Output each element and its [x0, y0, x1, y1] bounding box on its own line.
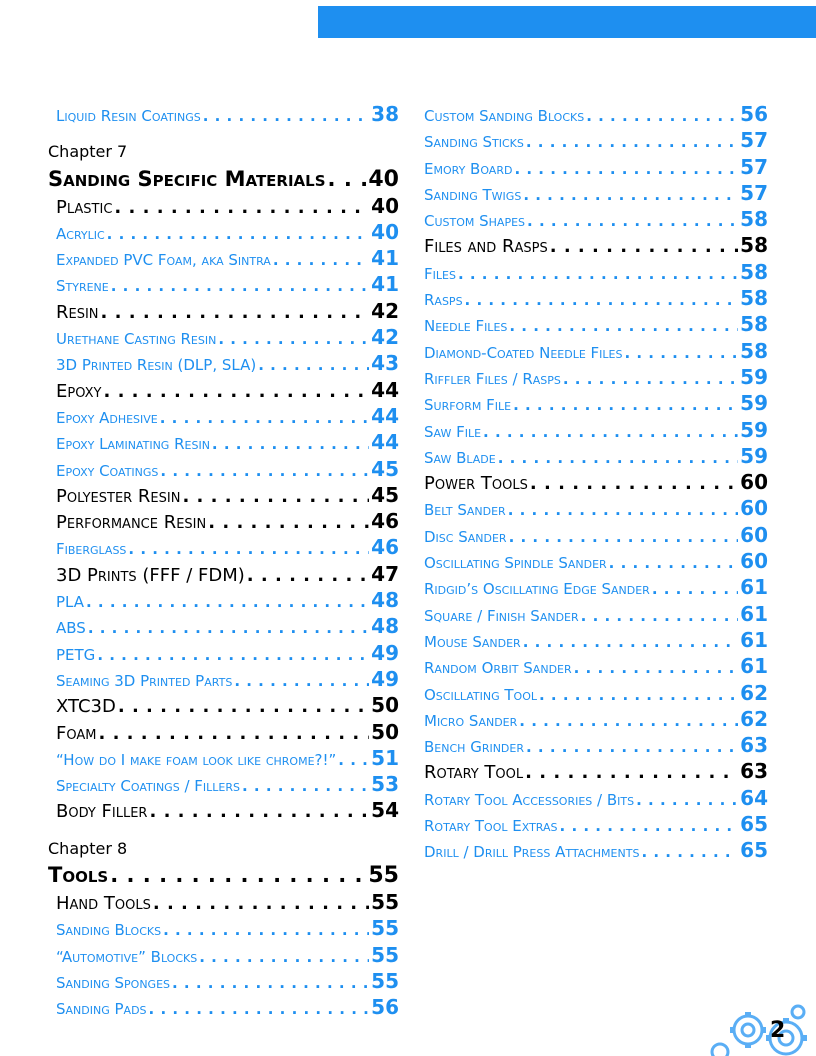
dot-leader: [273, 247, 369, 271]
toc-entry-label: Square / Finish Sander: [424, 606, 579, 625]
page-number: 2: [770, 1018, 786, 1043]
toc-entry-label: Liquid Resin Coatings: [56, 107, 201, 125]
dot-leader: [247, 563, 369, 587]
dot-leader: [160, 405, 369, 429]
toc-entry-label: Resin: [56, 301, 99, 323]
dot-leader: [199, 944, 369, 968]
dot-leader: [163, 917, 369, 941]
toc-entry-label: Sanding Sponges: [56, 973, 171, 992]
toc-entry-epoxy[interactable]: [48, 377, 399, 403]
toc-entry-label: Rotary Tool: [424, 762, 524, 784]
toc-page-number: 43: [371, 351, 399, 376]
toc-entry-hand-tools[interactable]: [48, 889, 399, 915]
toc-entry-label: Plastic: [56, 196, 113, 218]
toc-page-number: 47: [371, 561, 399, 586]
dot-leader: [234, 668, 369, 692]
toc-page-number: 55: [368, 863, 399, 889]
dot-leader: [149, 996, 370, 1020]
toc-entry-label: Power Tools: [424, 473, 528, 495]
dot-leader: [624, 340, 738, 364]
toc-entry-petg[interactable]: [48, 640, 399, 666]
toc-entry-oscillating-spindle-sander[interactable]: [424, 548, 768, 574]
toc-entry-3d-prints-fff-fdm[interactable]: [48, 561, 399, 587]
toc-entry-label: 3D Printed Resin (DLP, SLA): [56, 356, 257, 375]
toc-page-number: 60: [740, 496, 768, 521]
toc-entry-rotary-tool[interactable]: [424, 758, 768, 784]
dot-leader: [153, 891, 369, 915]
toc-entry-emory-board[interactable]: [424, 154, 768, 180]
toc-entry-label: PLA: [56, 593, 85, 612]
toc-entry-label: “Automotive” Blocks: [56, 947, 198, 966]
dot-leader: [465, 287, 739, 311]
toc-right-column: [424, 101, 768, 864]
toc-entry-label: 3D Prints (FFF / FDM): [56, 564, 245, 586]
toc-entry-xtc3d[interactable]: [48, 692, 399, 718]
dot-leader: [652, 576, 738, 600]
toc-page-number: 56: [371, 995, 399, 1020]
dot-leader: [519, 708, 738, 732]
toc-entry-label: Files: [424, 264, 456, 283]
toc-entry-label: “How do I make foam look like chrome?!”: [56, 750, 337, 769]
toc-page-number: 57: [740, 154, 768, 179]
toc-page-number: 58: [740, 259, 768, 284]
chapter-title-entry[interactable]: [48, 166, 399, 193]
dot-leader: [526, 734, 738, 758]
toc-page-number: 48: [371, 614, 399, 639]
toc-page-number: 42: [371, 298, 399, 323]
toc-entry-how-do-i-make-foam-look-like-chrome[interactable]: [48, 745, 399, 771]
toc-entry-label: Oscillating Tool: [424, 685, 537, 704]
dot-leader: [128, 536, 369, 560]
dot-leader: [242, 773, 369, 797]
toc-page-number: 58: [740, 286, 768, 311]
section-spacer: [48, 824, 399, 836]
toc-page-number: 45: [371, 456, 399, 481]
dot-leader: [88, 615, 369, 639]
dot-leader: [609, 550, 738, 574]
toc-entry-label: Specialty Coatings / Fillers: [56, 777, 240, 796]
toc-entry-label: Custom Shapes: [424, 212, 526, 231]
dot-leader: [586, 103, 738, 127]
toc-entry-label: Performance Resin: [56, 512, 207, 534]
dot-leader: [458, 261, 738, 285]
toc-page-number: 59: [740, 391, 768, 416]
toc-page-number: 59: [740, 364, 768, 389]
toc-entry-label: Sanding Blocks: [56, 921, 162, 940]
toc-page-number: 61: [740, 575, 768, 600]
toc-page-number: 55: [371, 890, 399, 915]
toc-entry-oscillating-tool[interactable]: [424, 680, 768, 706]
toc-entry-epoxy-laminating-resin[interactable]: [48, 429, 399, 455]
toc-entry-sanding-twigs[interactable]: [424, 180, 768, 206]
toc-page-number: 40: [371, 219, 399, 244]
dot-leader: [97, 642, 369, 666]
toc-entry-label: Surform File: [424, 396, 512, 415]
toc-entry-label: Rasps: [424, 291, 463, 310]
toc-entry-label: Rotary Tool Accessories / Bits: [424, 790, 635, 809]
dot-leader: [539, 682, 738, 706]
toc-page-number: 61: [740, 654, 768, 679]
dot-leader: [641, 839, 738, 863]
toc-entry-rasps[interactable]: [424, 285, 768, 311]
chapter-heading: [48, 139, 399, 165]
toc-page-number: 58: [740, 312, 768, 337]
dot-leader: [149, 799, 369, 823]
toc-entry-label: Oscillating Spindle Sander: [424, 554, 607, 573]
toc-entry-label: Belt Sander: [424, 501, 506, 520]
dot-leader: [523, 182, 738, 206]
dot-leader: [172, 970, 369, 994]
toc-entry-label: Drill / Drill Press Attachments: [424, 843, 640, 862]
toc-page-number: 42: [371, 325, 399, 350]
toc-entry-polyester-resin[interactable]: [48, 482, 399, 508]
header-accent-bar: [318, 6, 816, 38]
dot-leader: [574, 655, 739, 679]
dot-leader: [509, 524, 739, 548]
toc-entry-saw-file[interactable]: [424, 417, 768, 443]
toc-entry-ridgid-s-oscillating-edge-sander[interactable]: [424, 574, 768, 600]
toc-entry-label: Polyester Resin: [56, 485, 181, 507]
toc-page-number: 62: [740, 680, 768, 705]
toc-entry-needle-files[interactable]: [424, 311, 768, 337]
toc-entry-random-orbit-sander[interactable]: [424, 653, 768, 679]
dot-leader: [86, 589, 369, 613]
dot-leader: [258, 352, 369, 376]
toc-entry-custom-shapes[interactable]: [424, 206, 768, 232]
toc-entry-saw-blade[interactable]: [424, 443, 768, 469]
toc-entry-resin[interactable]: [48, 298, 399, 324]
dot-leader: [563, 366, 738, 390]
toc-page-number: 51: [371, 745, 399, 770]
dot-leader: [203, 103, 369, 127]
toc-entry-custom-sanding-blocks[interactable]: [424, 101, 768, 127]
chapter-label: Chapter 7: [48, 142, 128, 162]
toc-page-number: 59: [740, 443, 768, 468]
dot-leader: [525, 760, 738, 784]
toc-entry-epoxy-adhesive[interactable]: [48, 403, 399, 429]
toc-entry-styrene[interactable]: [48, 271, 399, 297]
dot-leader: [530, 471, 738, 495]
dot-leader: [527, 208, 738, 232]
dot-leader: [550, 234, 738, 258]
toc-page-number: 46: [371, 535, 399, 560]
toc-entry-rotary-tool-extras[interactable]: [424, 811, 768, 837]
toc-page-number: 58: [740, 233, 768, 258]
toc-entry-label: Epoxy Laminating Resin: [56, 435, 210, 454]
toc-entry-label: Files and Rasps: [424, 236, 548, 258]
toc-entry-label: Epoxy Coatings: [56, 461, 159, 480]
toc-entry-body-filler[interactable]: [48, 797, 399, 823]
dot-leader: [509, 313, 738, 337]
dot-leader: [212, 431, 369, 455]
section-spacer: [48, 127, 399, 139]
toc-page-number: 63: [740, 759, 768, 784]
toc-page-number: 59: [740, 417, 768, 442]
toc-entry-label: ABS: [56, 619, 86, 638]
toc-entry-seaming-3d-printed-parts[interactable]: [48, 666, 399, 692]
dot-leader: [101, 300, 370, 324]
toc-page-number: 44: [371, 377, 399, 402]
toc-entry-label: Sanding Twigs: [424, 185, 522, 204]
toc-entry-label: Ridgid’s Oscillating Edge Sander: [424, 580, 650, 599]
dot-leader: [218, 326, 369, 350]
toc-page-number: 57: [740, 128, 768, 153]
toc-entry-drill-drill-press-attachments[interactable]: [424, 837, 768, 863]
chapter-title-entry[interactable]: [48, 862, 399, 889]
toc-entry-surform-file[interactable]: [424, 390, 768, 416]
toc-entry-epoxy-coatings[interactable]: [48, 456, 399, 482]
toc-page-number: 50: [371, 693, 399, 718]
toc-entry-label: Seaming 3D Printed Parts: [56, 671, 233, 690]
toc-page-number: 60: [740, 549, 768, 574]
toc-entry-sanding-pads[interactable]: [48, 994, 399, 1020]
chapter-heading: [48, 836, 399, 862]
toc-entry-label: Epoxy Adhesive: [56, 408, 158, 427]
dot-leader: [513, 392, 738, 416]
toc-entry-label: Foam: [56, 722, 97, 744]
dot-leader: [160, 458, 369, 482]
toc-entry-label: Sanding Sticks: [424, 133, 524, 152]
toc-entry-rotary-tool-accessories-bits[interactable]: [424, 785, 768, 811]
dot-leader: [208, 510, 369, 534]
toc-page-number: 57: [740, 180, 768, 205]
dot-leader: [581, 603, 739, 627]
toc-page-number: 55: [371, 942, 399, 967]
toc-entry-bench-grinder[interactable]: [424, 732, 768, 758]
toc-entry-label: XTC3D: [56, 696, 116, 718]
toc-page-number: 45: [371, 482, 399, 507]
toc-entry-label: PETG: [56, 645, 96, 664]
dot-leader: [508, 497, 738, 521]
toc-page-number: 58: [740, 338, 768, 363]
toc-entry-label: Hand Tools: [56, 893, 151, 915]
toc-entry-specialty-coatings-fillers[interactable]: [48, 771, 399, 797]
toc-page-number: 54: [371, 798, 399, 823]
toc-page-number: 65: [740, 812, 768, 837]
dot-leader: [514, 156, 738, 180]
toc-entry-label: Needle Files: [424, 317, 508, 336]
toc-entry-label: Saw Blade: [424, 448, 496, 467]
toc-entry-label: Urethane Casting Resin: [56, 330, 217, 349]
toc-entry-square-finish-sander[interactable]: [424, 601, 768, 627]
toc-page-number: 55: [371, 968, 399, 993]
toc-entry-label: Sanding Pads: [56, 1000, 147, 1019]
toc-entry-label: Disc Sander: [424, 527, 507, 546]
toc-page-number: 44: [371, 430, 399, 455]
dot-leader: [328, 166, 367, 193]
dot-leader: [103, 379, 369, 403]
toc-entry-power-tools[interactable]: [424, 469, 768, 495]
toc-page-number: 48: [371, 588, 399, 613]
toc-page-number: 65: [740, 838, 768, 863]
toc-entry-pla[interactable]: [48, 587, 399, 613]
toc-entry-label: Mouse Sander: [424, 632, 521, 651]
toc-page-number: 58: [740, 207, 768, 232]
toc-page-number: 60: [740, 470, 768, 495]
toc-entry-acrylic[interactable]: [48, 219, 399, 245]
toc-entry-abs[interactable]: [48, 613, 399, 639]
toc-left-column: [48, 101, 399, 1021]
dot-leader: [107, 221, 370, 245]
toc-entry-belt-sander[interactable]: [424, 495, 768, 521]
toc-entry-fiberglass[interactable]: [48, 534, 399, 560]
toc-page-number: 46: [371, 509, 399, 534]
toc-entry-files[interactable]: [424, 259, 768, 285]
toc-entry-sanding-sticks[interactable]: [424, 127, 768, 153]
toc-entry-riffler-files-rasps[interactable]: [424, 364, 768, 390]
toc-page-number: 53: [371, 772, 399, 797]
toc-entry-3d-printed-resin-dlp-sla[interactable]: [48, 350, 399, 376]
toc-page-number: 62: [740, 706, 768, 731]
toc-entry-performance-resin[interactable]: [48, 508, 399, 534]
toc-entry-expanded-pvc-foam-aka-sintra[interactable]: [48, 245, 399, 271]
toc-entry-plastic[interactable]: [48, 193, 399, 219]
dot-leader: [98, 721, 369, 745]
dot-leader: [114, 195, 369, 219]
toc-page-number: 40: [371, 193, 399, 218]
toc-entry-files-and-rasps[interactable]: [424, 232, 768, 258]
toc-entry-disc-sander[interactable]: [424, 522, 768, 548]
dot-leader: [111, 273, 369, 297]
dot-leader: [523, 629, 738, 653]
dot-leader: [338, 747, 369, 771]
dot-leader: [498, 445, 738, 469]
toc-page-number: 49: [371, 666, 399, 691]
chapter-label: Chapter 8: [48, 838, 128, 858]
toc-entry-label: Sanding Specific Materials: [48, 166, 326, 191]
toc-entry-automotive-blocks[interactable]: [48, 942, 399, 968]
gear-decoration-icon: [706, 1000, 816, 1056]
toc-entry-label: Riffler Files / Rasps: [424, 369, 561, 388]
dot-leader: [483, 419, 738, 443]
toc-entry-label: Saw File: [424, 422, 482, 441]
toc-page-number: 61: [740, 627, 768, 652]
toc-page-number: 40: [368, 166, 399, 192]
dot-leader: [118, 694, 369, 718]
toc-page-number: 44: [371, 403, 399, 428]
toc-entry-label: Styrene: [56, 277, 109, 296]
toc-entry-sanding-blocks[interactable]: [48, 915, 399, 941]
toc-entry-diamond-coated-needle-files[interactable]: [424, 338, 768, 364]
toc-entry-urethane-casting-resin[interactable]: [48, 324, 399, 350]
toc-entry-label: Custom Sanding Blocks: [424, 107, 585, 125]
toc-entry-mouse-sander[interactable]: [424, 627, 768, 653]
toc-entry-sanding-sponges[interactable]: [48, 968, 399, 994]
toc-entry-liquid-resin-coatings[interactable]: [48, 101, 399, 127]
dot-leader: [636, 787, 738, 811]
toc-page-number: 64: [740, 785, 768, 810]
toc-page-number: 61: [740, 601, 768, 626]
toc-entry-label: Epoxy: [56, 380, 102, 402]
toc-entry-label: Acrylic: [56, 224, 105, 243]
toc-entry-label: Body Filler: [56, 801, 148, 823]
toc-entry-label: Micro Sander: [424, 711, 518, 730]
toc-page-number: 38: [371, 102, 399, 126]
toc-entry-label: Emory Board: [424, 159, 513, 178]
toc-page-number: 41: [371, 272, 399, 297]
dot-leader: [526, 129, 738, 153]
toc-entry-foam[interactable]: [48, 719, 399, 745]
toc-entry-micro-sander[interactable]: [424, 706, 768, 732]
toc-entry-label: Random Orbit Sander: [424, 659, 572, 678]
toc-page-number: 41: [371, 246, 399, 271]
toc-page-number: 63: [740, 733, 768, 758]
dot-leader: [110, 862, 366, 889]
toc-entry-label: Expanded PVC Foam, aka Sintra: [56, 251, 271, 270]
toc-entry-label: Rotary Tool Extras: [424, 817, 558, 836]
toc-page-number: 55: [371, 916, 399, 941]
toc-page-number: 56: [740, 102, 768, 126]
toc-page-number: 50: [371, 719, 399, 744]
toc-entry-label: Fiberglass: [56, 540, 127, 559]
dot-leader: [182, 484, 369, 508]
toc-entry-label: Diamond-Coated Needle Files: [424, 343, 623, 362]
toc-page-number: 60: [740, 522, 768, 547]
toc-entry-label: Bench Grinder: [424, 738, 524, 757]
toc-entry-label: Tools: [48, 863, 109, 888]
toc-page-number: 49: [371, 640, 399, 665]
dot-leader: [560, 813, 739, 837]
